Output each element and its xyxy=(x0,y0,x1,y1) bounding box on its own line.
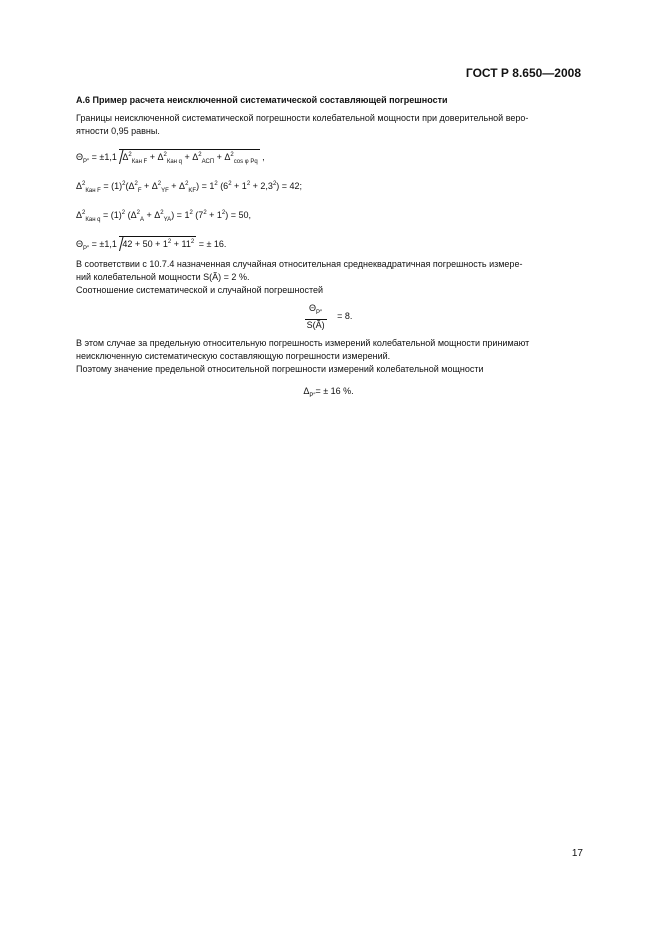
final-formula: $\Delta_{P''}= \pm 16$ %. xyxy=(303,385,354,399)
para5: Поэтому значение предельной относительной погрешности измерений колебательной мощности xyxy=(76,363,484,374)
section-title: A.6 Пример расчета неисключенной систематической составляющей погрешности xyxy=(76,95,448,105)
formula-theta-result: $\Theta_{P''} = \pm 1,1$ $42 + 50 + 1^2 + 11^2$ = ± 16. xyxy=(76,234,581,254)
formula-delta-kan-q: $\Delta^2_{Кан q} = (1)^2$ $(\Delta^2_A + \Delta^2_{YA}) = 1^2$ $(7^2 + 1^2) = 50$, xyxy=(76,210,252,223)
para3: Соотношение систематической и случайной погрешностей xyxy=(76,285,324,295)
para4-line-2: неисключенную систематическую составляющую погрешности измерений. xyxy=(76,350,391,361)
sqrt-sign: $\Delta^2_{Кан F} + \Delta^2_{Кан q} + \Delta^2_{АСП} + \Delta^2_{cos \varphi Pq}$ xyxy=(119,149,259,164)
para2-line-2: ний колебательной мощности S(Ã) = 2 %. xyxy=(76,272,250,282)
intro-line-1: Границы неисключенной систематической погрешности колебательной мощности при доверительной веро- xyxy=(76,113,529,123)
section-a6 xyxy=(76,94,581,403)
ratio-fraction: $\frac{\Theta_{P''}}{S(Ã)}$ xyxy=(306,303,325,330)
intro-line-2: ятности 0,95 равны. xyxy=(76,126,160,136)
document-id: ГОСТ Р 8.650—2008 xyxy=(465,66,581,80)
sqrt-sign: $42 + 50 + 1^2 + 11^2$ xyxy=(119,236,196,251)
page-number: 17 xyxy=(571,848,583,859)
para4-line-1: В этом случае за предельную относительную погрешность измерений колебательной мощности принимают xyxy=(76,337,530,348)
ratio-formula: $\frac{\Theta_{P''}}{S(Ã)}$ = 8. xyxy=(306,303,353,330)
para2-line-1: В соответствии с 10.7.4 назначенная случайная относительная среднеквадратичная погрешность измере- xyxy=(76,259,523,269)
formula-delta-kan-f: $\Delta^2_{Кан F} = (1)^2(\Delta^2_F + \Delta^2_{YF} + \Delta^2_{KF}) = 1^2$ $(6^2 + 1^2 + 2,3^2) = 42$; xyxy=(76,181,303,194)
formula-theta: $\Theta_{P''} = \pm 1,1$ $\Delta^2_{Кан F} + \Delta^2_{Кан q} + \Delta^2_{АСП} + \Delta^2_{cos \varphi Pq}$ , xyxy=(76,147,581,167)
